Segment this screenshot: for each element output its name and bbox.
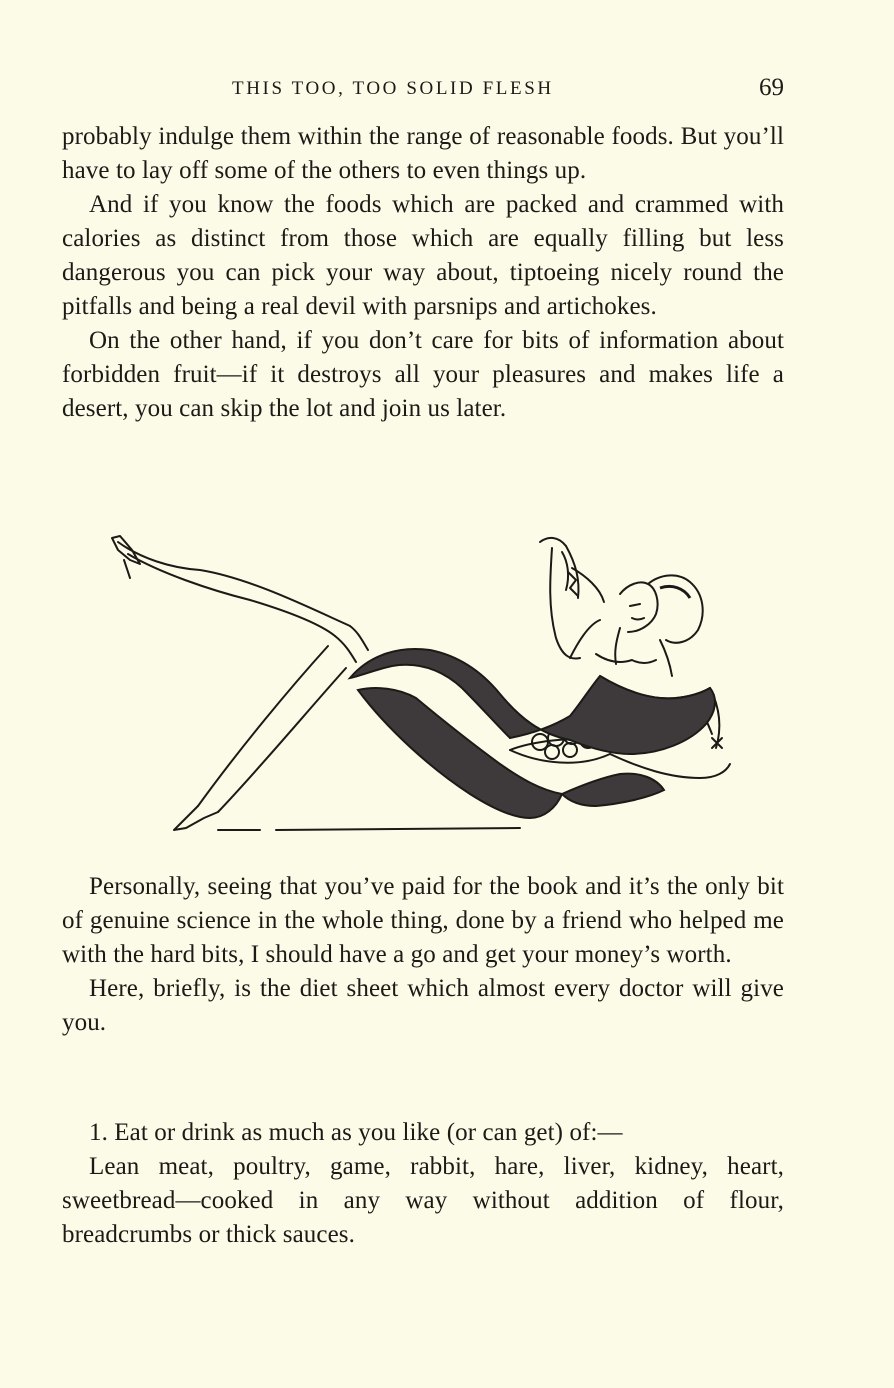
paragraph-continuation: probably indulge them within the range of reasonable foods. But you’ll have to lay off some of the others to even things up. bbox=[62, 123, 784, 184]
reclining-woman-drawing bbox=[100, 528, 740, 838]
running-title: THIS TOO, TOO SOLID FLESH bbox=[232, 78, 554, 99]
diet-list-item-1-heading: 1. Eat or drink as much as you like (or can get) of:— bbox=[89, 1119, 623, 1146]
page-number: 69 bbox=[759, 74, 784, 101]
running-head bbox=[62, 74, 784, 108]
text-block-top bbox=[62, 120, 784, 426]
diet-list-item-1-body: Lean meat, poultry, game, rabbit, hare, liver, kidney, heart, sweetbread—cooked in any way without addition of flour, breadcrumbs or thick sauces. bbox=[62, 1153, 784, 1248]
illustration-reclining-woman bbox=[100, 528, 740, 838]
paragraph-calorie-foods: And if you know the foods which are packed and crammed with calories as distinct from those which are equally filling but less dangerous you can pick your way about, tiptoeing nicely round the pitfalls and being a real devil with parsnips and artichokes. bbox=[62, 191, 784, 320]
paragraph-forbidden-fruit: On the other hand, if you don’t care for bits of information about forbidden fruit—if it destroys all your pleasures and makes life a desert, you can skip the lot and join us later. bbox=[62, 327, 784, 422]
diet-list bbox=[62, 1116, 784, 1252]
paragraph-genuine-science: Personally, seeing that you’ve paid for the book and it’s the only bit of genuine science in the whole thing, done by a friend who helped me with the hard bits, I should have a go and get your money’s worth. bbox=[62, 873, 784, 968]
paragraph-diet-sheet: Here, briefly, is the diet sheet which almost every doctor will give you. bbox=[62, 975, 784, 1036]
text-block-bottom bbox=[62, 870, 784, 1040]
